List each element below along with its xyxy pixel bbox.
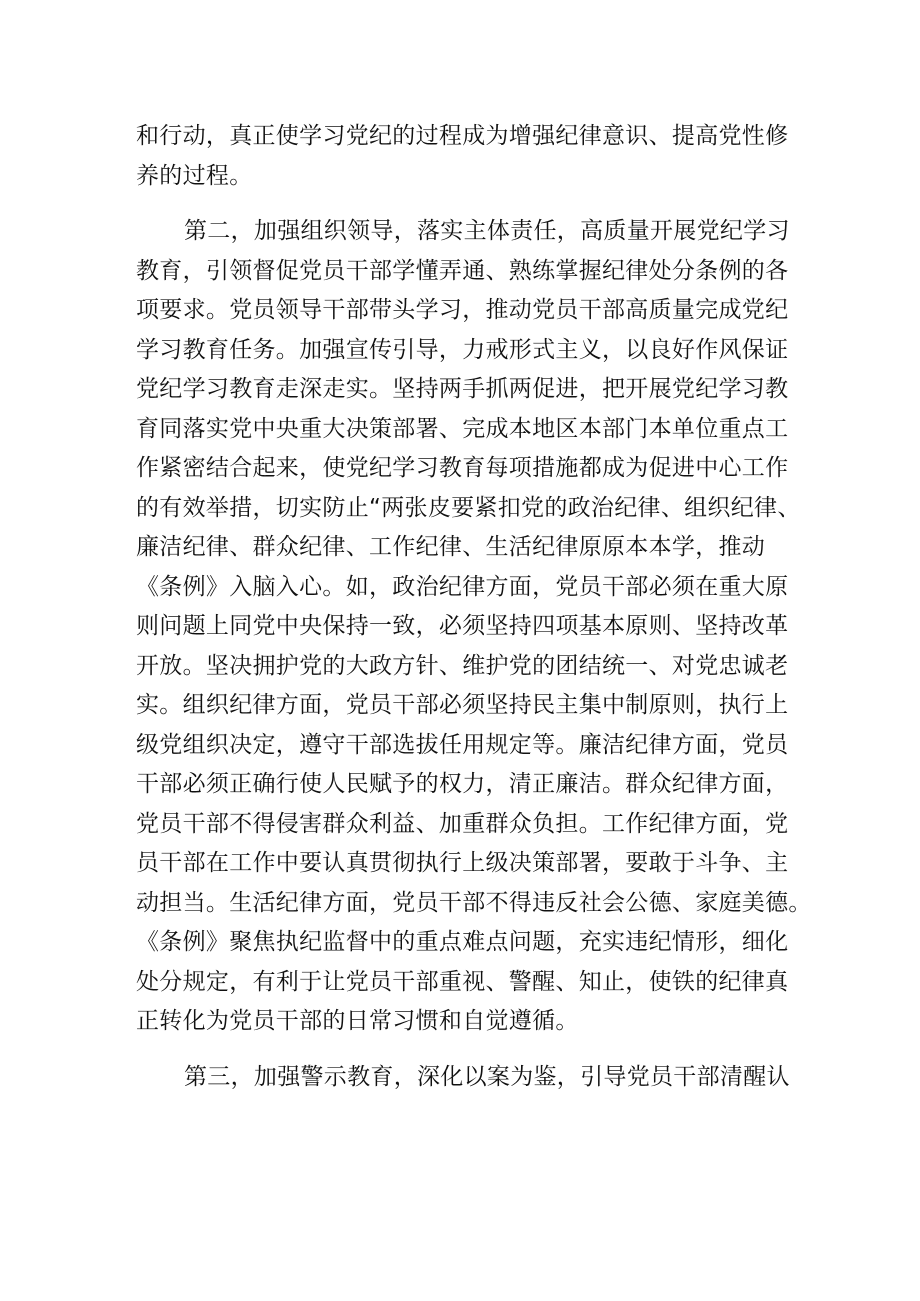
paragraph-1 [136,117,789,196]
text-line: 育同落实党中央重大决策部署、完成本地区本部门本单位重点工 [136,415,789,442]
text-line: 正转化为党员干部的日常习惯和自觉遵循。 [136,1008,579,1034]
text-line: 干部必须正确行使人民赋予的权力，清正廉洁。群众纪律方面， [136,771,789,797]
text-line: 员干部在工作中要认真贯彻执行上级决策部署，要敢于斗争、主 [136,850,789,876]
paragraph-2 [136,212,812,1042]
text-line: 的有效举措，切实防止“两张皮要紧扣党的政治纪律、组织纪律、 [136,494,801,521]
text-line: 和行动，真正使学习党纪的过程成为增强纪律意识、提高党性修 [136,123,789,149]
paragraph-3 [136,1058,790,1098]
text-line: 学习教育任务。加强宣传引导，力戒形式主义，以良好作风保证 [136,336,789,363]
text-line: 党纪学习教育走深走实。坚持两手抓两促进，把开展党纪学习教 [136,376,789,402]
text-line: 级党组织决定，遵守干部选拔任用规定等。廉洁纪律方面，党员 [136,731,789,758]
text-line: 实。组织纪律方面，党员干部必须坚持民主集中制原则，执行上 [136,692,789,718]
text-line-first: 第二，加强组织领导，落实主体责任，高质量开展党纪学习 [184,218,790,244]
text-line: 则问题上同党中央保持一致，必须坚持四项基本原则、坚持改革 [136,613,789,639]
text-line-first: 第三，加强警示教育，深化以案为鉴，引导党员干部清醒认 [184,1063,790,1090]
text-line: 党员干部不得侵害群众利益、加重群众负担。工作纪律方面，党 [136,810,789,837]
text-line: 廉洁纪律、群众纪律、工作纪律、生活纪律原原本本学，推动 [136,534,766,560]
text-line: 项要求。党员领导干部带头学习，推动党员干部高质量完成党纪 [136,297,789,323]
text-line: 动担当。生活纪律方面，党员干部不得违反社会公德、家庭美德。 [136,889,812,916]
text-line: 《条例》入脑入心。如，政治纪律方面，党员干部必须在重大原 [136,573,789,600]
text-line: 《条例》聚焦执纪监督中的重点难点问题，充实违纪情形，细化 [136,929,789,955]
text-line: 处分规定，有利于让党员干部重视、警醒、知止，使铁的纪律真 [136,968,789,995]
text-line: 作紧密结合起来，使党纪学习教育每项措施都成为促进中心工作 [136,455,789,481]
text-line: 养的过程。 [136,162,253,189]
text-line: 开放。坚决拥护党的大政方针、维护党的团结统一、对党忠诚老 [136,652,789,679]
text-line: 教育，引领督促党员干部学懂弄通、熟练掌握纪律处分条例的各 [136,257,789,284]
document-body [136,117,812,1097]
